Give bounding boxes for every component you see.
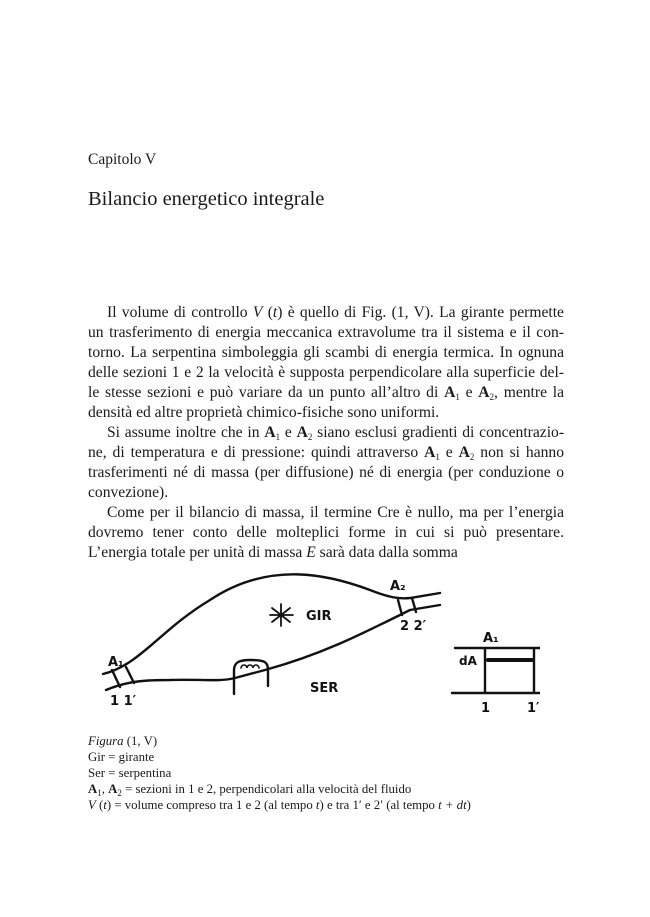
- text-segment: torno. La serpentina simboleggia gli scambi di energia termica. In ognuna: [88, 344, 564, 361]
- text-segment: A: [424, 444, 436, 461]
- text-segment: Il volume di controllo: [107, 304, 253, 321]
- caption-number: (1, V): [123, 734, 158, 748]
- label-da: dA: [459, 654, 477, 668]
- caption-title: Figura: [88, 734, 124, 748]
- text-segment: A: [296, 424, 308, 441]
- body-line: [88, 483, 564, 503]
- figure-control-volume: [100, 570, 540, 720]
- text-segment: ne, di temperatura e di pressione: quindi attraverso: [88, 444, 425, 461]
- body-text: [88, 303, 564, 563]
- text-segment: ) è quello di Fig. (1, V). La girante permette: [277, 304, 564, 321]
- caption-ser: Ser = serpentina: [88, 766, 172, 780]
- text-segment: E: [306, 544, 316, 561]
- text-segment: A: [264, 424, 276, 441]
- body-line: [88, 503, 564, 523]
- text-segment: , mentre la: [494, 384, 565, 401]
- label-section-1: 1 1′: [110, 694, 137, 709]
- text-segment: A: [444, 384, 456, 401]
- detail-section-diagram: [452, 631, 540, 716]
- text-segment: convezione).: [88, 484, 169, 501]
- body-line: [88, 323, 564, 343]
- body-line: ne, di temperatura e di pressione: quindi attraverso $A_1$ e $A_2$ non si hanno: [88, 444, 565, 462]
- text-segment: e: [459, 384, 479, 401]
- impeller-icon: [270, 604, 293, 626]
- text-segment: le stesse sezioni e può variare da un punto all’altro di: [88, 384, 445, 401]
- text-segment: e: [280, 424, 297, 441]
- serpentine-coils: [241, 665, 259, 668]
- text-segment: Come per il bilancio di massa, il termine Cre è nullo, ma per l’energia: [107, 504, 564, 521]
- text-segment: dovremo tener conto delle molteplici forme in cui si può presentare.: [88, 524, 564, 541]
- caption-sections: $A_1$, $A_2$ = sezioni in 1 e 2, perpendicolari alla velocità del fluido: [88, 782, 412, 798]
- body-line: [88, 463, 564, 483]
- chapter-title: Bilancio energetico integrale: [88, 188, 325, 210]
- label-a2: A₂: [390, 579, 406, 594]
- text-segment: sarà data dalla somma: [315, 544, 458, 561]
- figure-caption: [88, 733, 471, 813]
- body-line: [88, 363, 564, 383]
- text-segment: t: [272, 304, 278, 321]
- label-section-2: 2 2′: [400, 619, 427, 634]
- body-line: [88, 543, 564, 563]
- chapter-label: Capitolo V: [88, 151, 157, 168]
- body-line: [88, 403, 564, 423]
- text-segment: delle sezioni 1 e 2 la velocità è supposta perpendicolare alla superficie del-: [88, 364, 564, 381]
- text-segment: A: [478, 384, 490, 401]
- label-detail-1: 1: [481, 701, 491, 716]
- body-line: [88, 303, 564, 323]
- body-line: [88, 523, 564, 543]
- text-segment: un trasferimento di energia meccanica extravolume tra il sistema e il con-: [88, 324, 564, 341]
- body-line: Si assume inoltre che in $A_1$ e $A_2$ siano esclusi gradienti di concentrazio-: [107, 424, 565, 442]
- text-segment: V: [252, 304, 263, 321]
- text-segment: A: [458, 444, 470, 461]
- caption-volume: V (t) = volume compreso tra 1 e 2 (al tempo t) e tra 1′ e 2′ (al tempo t + dt): [88, 798, 471, 812]
- text-segment: siano esclusi gradienti di concentrazio-: [312, 424, 565, 441]
- label-gir: GIR: [306, 609, 332, 624]
- body-line: le stesse sezioni e può variare da un punto all’altro di $A_1$ e $A_2$, mentre la: [88, 384, 565, 402]
- label-ser: SER: [310, 681, 339, 696]
- body-line: [88, 343, 564, 363]
- label-a1: A₁: [108, 655, 124, 670]
- label-detail-a1: A₁: [483, 631, 499, 646]
- label-detail-1p: 1′: [527, 701, 540, 716]
- text-segment: (: [262, 304, 273, 321]
- text-segment: e: [439, 444, 459, 461]
- text-segment: non si hanno: [474, 444, 565, 461]
- text-segment: densità ed altre proprietà chimico-fisiche sono uniformi.: [88, 404, 440, 421]
- text-segment: L’energia totale per unità di massa: [88, 544, 307, 561]
- text-segment: Si assume inoltre che in: [107, 424, 265, 441]
- caption-gir: Gir = girante: [88, 750, 155, 764]
- lower-boundary: [106, 605, 440, 690]
- text-segment: trasferimenti né di massa (per diffusione) né di energia (per conduzione o: [88, 464, 564, 481]
